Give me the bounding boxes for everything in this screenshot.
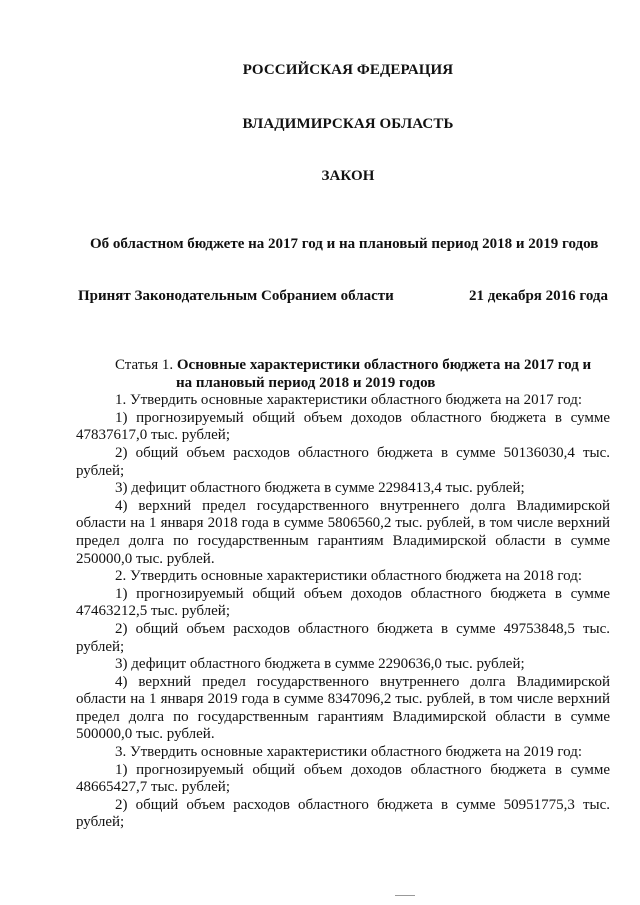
article-label: Статья 1. (115, 357, 177, 373)
article-heading (76, 357, 610, 375)
country-heading: РОССИЙСКАЯ ФЕДЕРАЦИЯ (242, 62, 454, 78)
article-paragraph: 1) прогнозируемый общий объем доходов областного бюджета в сумме 47837617,0 тыс. рублей; (76, 409, 610, 444)
article-paragraph: 2) общий объем расходов областного бюджета в сумме 50136030,4 тыс. рублей; (76, 444, 610, 479)
article-title-line-2: на плановый период 2018 и 2019 годов (176, 374, 436, 391)
scan-artifact (395, 895, 415, 896)
article-paragraph: 1. Утвердить основные характеристики областного бюджета на 2017 год: (115, 392, 583, 409)
region-heading: ВЛАДИМИРСКАЯ ОБЛАСТЬ (242, 116, 454, 132)
article-paragraph: 1) прогнозируемый общий объем доходов областного бюджета в сумме 47463212,5 тыс. рублей; (76, 585, 610, 620)
article-paragraph: 2) общий объем расходов областного бюджета в сумме 49753848,5 тыс. рублей; (76, 620, 610, 655)
adoption-date: 21 декабря 2016 года (469, 288, 608, 304)
document-type-heading: ЗАКОН (321, 168, 375, 184)
article-paragraph: 3. Утвердить основные характеристики областного бюджета на 2019 год: (115, 744, 583, 761)
article-paragraph: 2. Утвердить основные характеристики областного бюджета на 2018 год: (115, 568, 583, 585)
article-paragraph: 3) дефицит областного бюджета в сумме 2298413,4 тыс. рублей; (115, 480, 525, 497)
adoption-body: Принят Законодательным Собранием области (78, 288, 394, 304)
article-paragraph: 2) общий объем расходов областного бюджета в сумме 50951775,3 тыс. рублей; (76, 796, 610, 831)
article-paragraph: 1) прогнозируемый общий объем доходов областного бюджета в сумме 48665427,7 тыс. рублей; (76, 761, 610, 796)
article-paragraph: 4) верхний предел государственного внутреннего долга Владимирской области на 1 января 2019 года в сумме 8347096,2 тыс. рублей, в том числе верхний предел долга по государственным гарантиям Владимирской области в сумме 500000,0 тыс. рублей. (76, 673, 610, 743)
law-title: Об областном бюджете на 2017 год и на плановый период 2018 и 2019 годов (90, 236, 599, 252)
article-paragraph: 3) дефицит областного бюджета в сумме 2290636,0 тыс. рублей; (115, 656, 525, 673)
article-1 (76, 357, 610, 832)
article-title-line-1: Основные характеристики областного бюджета на 2017 год и (176, 357, 592, 373)
adoption-line (78, 288, 608, 305)
article-paragraph: 4) верхний предел государственного внутреннего долга Владимирской области на 1 января 2018 года в сумме 5806560,2 тыс. рублей, в том числе верхний предел долга по государственным гарантиям Владимирской области в сумме 250000,0 тыс. рублей. (76, 497, 610, 567)
